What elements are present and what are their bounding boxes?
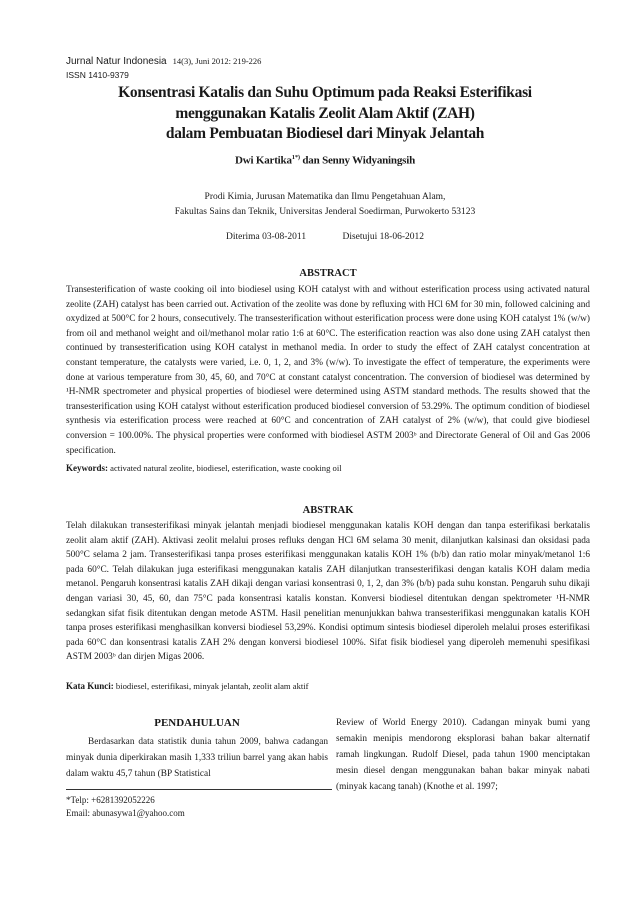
affiliation-line-1: Prodi Kimia, Jurusan Matematika dan Ilmu Pengetahuan Alam, <box>204 192 446 202</box>
journal-issn: ISSN 1410-9379 <box>66 70 129 80</box>
abstract-heading: ABSTRACT <box>299 268 357 279</box>
footnote-phone: *Telp: +6281392052226 <box>66 795 155 805</box>
author-list <box>60 154 590 167</box>
journal-header <box>66 55 261 82</box>
keywords-label: Keywords: <box>66 463 108 473</box>
affiliation-line-2: Fakultas Sains dan Teknik, Universitas Jenderal Soedirman, Purwokerto 53123 <box>174 206 476 217</box>
footnote-email: Email: abunasywa1@yahoo.com <box>66 807 185 818</box>
footnote <box>66 794 185 819</box>
keywords-list: activated natural zeolite, biodiesel, esterification, waste cooking oil <box>110 463 342 473</box>
title-line-1: Konsentrasi Katalis dan Suhu Optimum pada Reaksi Esterifikasi <box>118 84 532 101</box>
journal-volume: 14(3), Juni 2012: 219-226 <box>172 56 262 66</box>
kata-kunci-label: Kata Kunci: <box>66 681 114 691</box>
introduction-left-column: Berdasarkan data statistik dunia tahun 2009, bahwa cadangan minyak dunia diperkirakan masih 1,333 triliun barrel yang akan habis dalam waktu 45,7 tahun (BP Statistical <box>66 737 328 779</box>
affiliation <box>60 190 590 219</box>
abstract-text: Transesterification of waste cooking oil into biodiesel using KOH catalyst with and without esterification process using activated natural zeolite (ZAH) catalyst has been carried out. Activation of the zeolite was done by refluxing with HCl 6M for 30 min, followed calcining and oxydized at 500°C for 2 hours, consecutively. The transesterification without esterification process were done using KOH catalyst 1% (w/w) from oil and methanol weight and oil/methanol molar ratio 1:6 at 60°C. The esterification reaction was also done using ZAH catalyst then continued by transesterification using KOH catalyst in methanol media. In order to study the effect of ZAH catalyst concentration at constant temperature, the catalysts were varied, i.e. 0, 1, 2, and 3% (w/w). To investigate the effect of temperature, the experiments were done at various temperature from 30, 45, 60, and 70°C at constant catalyst concentration. The conversion of biodiesel was determined by ¹H-NMR spectrometer and physical properties of biodiesel were determined using ASTM standard methods. The results showed that the transesterification using KOH catalyst without esterification produced biodiesel conversion of 53.29%. The optimum condition of biodiesel synthesis via esterification process were reached at 60°C and concentration of ZAH catalyst of 2% (w/w), that could give biodiesel conversion = 100.00%. The physical properties were conformed with biodiesel ASTM 2003ᵇ and Directorate General of Oil and Gas 2006 specification. <box>66 285 590 456</box>
abstrak-text: Telah dilakukan transesterifikasi minyak jelantah menjadi biodiesel menggunakan katalis KOH dengan dan tanpa esterifikasi berkatalis zeolit alam aktif (ZAH). Aktivasi zeolit melalui proses refluks dengan HCl 6M selama 30 menit, dilanjutkan kalsinasi dan oksidasi pada 500°C selama 2 jam. Transesterifikasi tanpa proses esterifikasi menggunakan katalis KOH 1% (b/b) dan ratio molar minyak/metanol 1:6 pada 60°C. Telah dilakukan juga esterifikasi menggunakan katalis ZAH dilanjutkan transesterifikasi dengan katalis KOH dalam media metanol. Pengaruh konsentrasi katalis ZAH dikaji dengan variasi konsentrasi 0, 1, 2, dan 3% (b/b) pada suhu konstan. Pengaruh suhu dikaji dengan variasi 30, 45, 60, dan 75°C pada konsentrasi katalis konstan. Konversi biodiesel ditentukan dengan spektrometer ¹H-NMR sedangkan sifat fisik ditentukan dengan metode ASTM. Hasil penelitian menunjukkan bahwa transesterifikasi menggunakan katalis KOH tanpa proses esterifikasi menghasilkan konversi biodiesel 53,29%. Kondisi optimum sintesis biodiesel diperoleh melalui proses esterifikasi pada 60°C dan konsentrasi katalis ZAH 2% dengan konversi biodiesel 100%. Sifat fisik biodiesel yang diperoleh memenuhi spesifikasi ASTM 2003ᵇ dan dirjen Migas 2006. <box>66 521 590 663</box>
kata-kunci-list: biodiesel, esterifikasi, minyak jelantah, zeolit alam aktif <box>115 681 309 691</box>
received-date: Diterima 03-08-2011 <box>225 232 307 242</box>
title-line-2: menggunakan Katalis Zeolit Alam Aktif (ZAH) <box>175 104 475 122</box>
keywords <box>66 463 590 473</box>
footnote-divider <box>66 789 332 790</box>
introduction-heading: PENDAHULUAN <box>154 717 240 729</box>
introduction-right-column: Review of World Energy 2010). Cadangan minyak bumi yang semakin menipis mendorong eksplorasi bahan bakar alternatif ramah lingkungan. Rudolf Diesel, pada tahun 1900 menciptakan mesin diesel dengan menggunakan bahan bakar minyak nabati (minyak kacang tanah) (Knothe et al. 1997; <box>336 718 590 792</box>
kata-kunci <box>66 681 590 691</box>
abstrak-heading: ABSTRAK <box>302 505 354 516</box>
journal-name: Jurnal Natur Indonesia <box>66 56 167 67</box>
author-rest: dan Senny Widyaningsih <box>299 154 415 167</box>
author-first: Dwi Kartika <box>234 154 292 167</box>
accepted-date: Disetujui 18-06-2012 <box>342 232 425 242</box>
author-mark: 1*) <box>291 154 300 161</box>
title-line-3: dalam Pembuatan Biodiesel dari Minyak Jelantah <box>165 125 485 142</box>
article-title <box>60 83 590 145</box>
article-dates <box>60 232 590 242</box>
